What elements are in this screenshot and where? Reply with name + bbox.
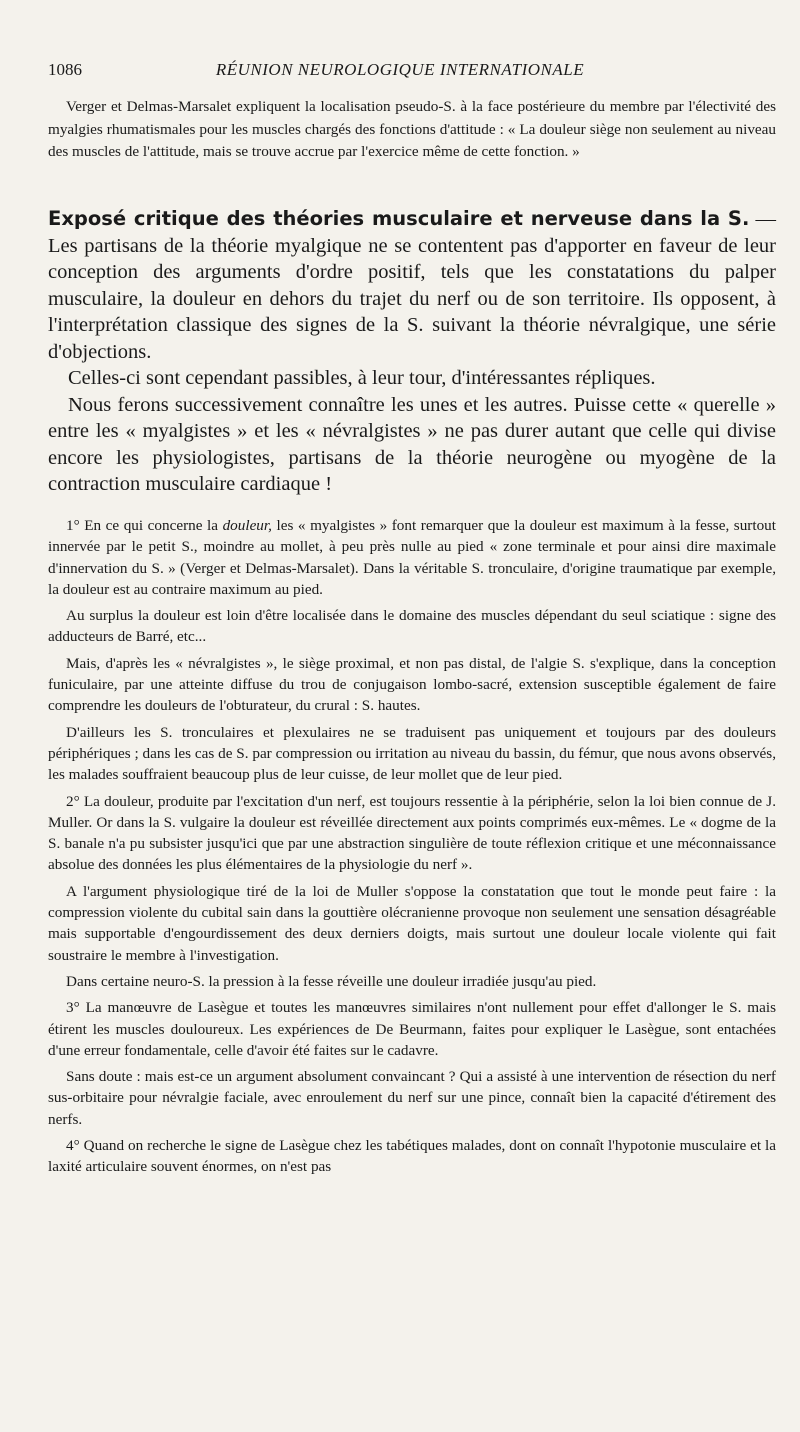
intro-block <box>48 96 776 164</box>
body-paragraph-4: D'ailleurs les S. tronculaires et plexulaires ne se traduisent pas uniquement et toujours par des douleurs périphériques ; dans les cas de S. par compression ou irritation au niveau du bassin, du fémur, que nous avons observés, les malades souffraient beaucoup plus de leur cuisse, de leur mollet que de leur pied. <box>48 723 776 784</box>
intro-paragraph: Verger et Delmas-Marsalet expliquent la localisation pseudo-S. à la face postérieure du membre par l'électivité des myalgies rhumatismales pour les muscles chargés des fonctions d'attitude : « La douleur siège non seulement au niveau des muscles de l'attitude, mais se trouve accrue par l'exercice même de cette fonction. » <box>48 98 776 160</box>
body-paragraph-6: A l'argument physiologique tiré de la loi de Muller s'oppose la constatation que tout le monde peut faire : la compression violente du cubital sain dans la gouttière olécranienne provoque non seulement une sensation désagréable mais supportable d'engourdissement des deux derniers doigts, mais surtout une douleur locale violente qui fait soustraire le membre à l'investigation. <box>48 882 776 964</box>
section-paragraph-2: Celles-ci sont cependant passibles, à leur tour, d'intéressantes répliques. <box>68 367 656 389</box>
body-paragraph-9: Sans doute : mais est-ce un argument absolument convaincant ? Qui a assisté à une intervention de résection du nerf sus-orbitaire pour névralgie faciale, avec enroulement du nerf sur une pince, connaît bien la capacité d'étirement des nerfs. <box>48 1068 776 1128</box>
journal-title: RÉUNION NEUROLOGIQUE INTERNATIONALE <box>215 60 585 79</box>
body-text <box>48 515 776 1178</box>
body-paragraph-1 <box>48 515 776 600</box>
section-lead-paragraph <box>48 206 776 365</box>
body-paragraph-2: Au surplus la douleur est loin d'être localisée dans le domaine des muscles dépendant du seul sciatique : signe des adducteurs de Barré, etc... <box>48 607 776 646</box>
page-number: 1086 <box>48 60 82 79</box>
section-block <box>48 206 776 498</box>
section-heading: Exposé critique des théories musculaire et nerveuse dans la S. <box>48 207 750 230</box>
p1-after: les « myalgistes » font remarquer que la douleur est maximum à la fesse, surtout innervée par le petit S., moindre au mollet, à peu près nulle au pied « zone terminale et pour ainsi dire maximale d'innervation du S. » (Verger et Delmas-Marsalet). Dans la véritable S. tronculaire, d'origine traumatique par exemple, la douleur est au contraire maximum au pied. <box>48 517 776 598</box>
section-paragraph-3: Nous ferons successivement connaître les unes et les autres. Puisse cette « querelle » entre les « myalgistes » et les « névralgistes » ne pas durer autant que celle qui divise encore les physiologistes, partisans de la théorie neurogène ou myogène de la contraction musculaire cardiaque ! <box>48 393 776 495</box>
section-lead-text: — Les partisans de la théorie myalgique ne se contentent pas d'apporter en faveur de leur conception des arguments d'ordre positif, tels que les constatations du palper musculaire, la douleur en dehors du trajet du nerf ou de son territoire. Ils opposent, à l'interprétation classique des signes de la S. suivant la théorie névralgique, une série d'objections. <box>48 208 777 363</box>
running-head <box>48 60 752 84</box>
body-paragraph-10: 4° Quand on recherche le signe de Lasègue chez les tabétiques malades, dont on connaît l'hypotonie musculaire et la laxité articulaire souvent énormes, on n'est pas <box>48 1137 776 1176</box>
body-paragraph-5: 2° La douleur, produite par l'excitation d'un nerf, est toujours ressentie à la périphérie, selon la loi bien connue de J. Muller. Or dans la S. vulgaire la douleur est réveillée directement aux points comprimés eux-mêmes. Le « dogme de la S. banale n'a pu subsister jusqu'ici que par une abstraction singulière de toute réflexion critique et une méconnaissance absolue des données les plus élémentaires de la physiologie du nerf ». <box>48 792 776 874</box>
p1-before: 1° En ce qui concerne la <box>66 517 223 534</box>
body-paragraph-8: 3° La manœuvre de Lasègue et toutes les manœuvres similaires n'ont nullement pour effet d'allonger le S. mais étirent les muscles douloureux. Les expériences de De Beurmann, faites pour expliquer le Lasègue, sont entachées d'une erreur fondamentale, celle d'avoir été faites sur le cadavre. <box>48 999 776 1059</box>
body-paragraph-7: Dans certaine neuro-S. la pression à la fesse réveille une douleur irradiée jusqu'au pied. <box>66 972 597 990</box>
body-paragraph-3: Mais, d'après les « névralgistes », le siège proximal, et non pas distal, de l'algie S. s'explique, dans la conception funiculaire, par une atteinte diffuse du trou de conjugaison lombo-sacré, extension susceptible également de faire comprendre les douleurs de l'obturateur, du crural : S. hautes. <box>48 654 776 715</box>
p1-emphasis: douleur, <box>222 517 272 534</box>
